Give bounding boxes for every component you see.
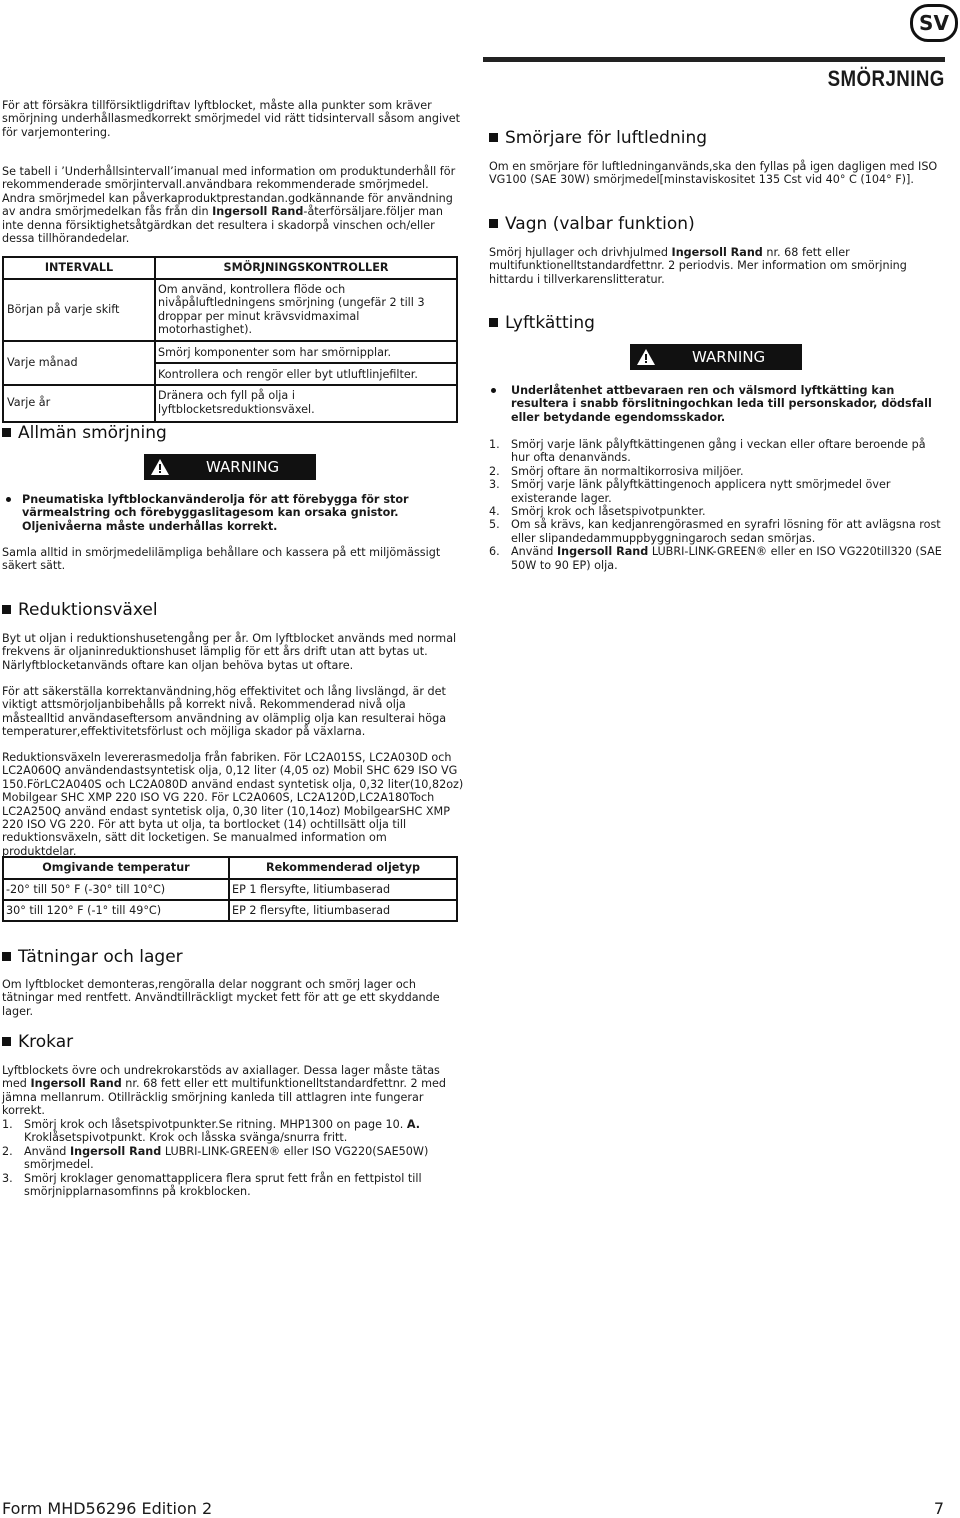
brand-name: Ingersoll Rand (212, 205, 304, 219)
list-item: 6. Använd Ingersoll Rand LUBRI-LINK-GREEN® eller en ISO VG220till320 (SAE 50W to 90 EP) olja. (489, 545, 942, 572)
warning-triangle-icon (636, 344, 656, 370)
header-rule (483, 57, 945, 62)
checks-cell: Om använd, kontrollera flöde och nivåpåluftledningens smörjning (ungefär 2 till 3 droppar per minut krävsvidmaximal motorhastighet). (155, 279, 457, 341)
oil-table-header: Omgivande temperatur (3, 857, 229, 879)
list-item: 2. Smörj oftare än normaltikorrosiva miljöer. (489, 464, 744, 478)
chain-list (489, 438, 947, 572)
gearbox-paragraph-1: Byt ut oljan i reduktionshusetengång per år. Om lyftblocket används med normal frekvens är oljaninreduktionshuset lämplig för ett års drift utan att bytas ut. Närlyftblocketanvänds oftare kan oljan behöva bytas ut oftare. (2, 632, 457, 672)
square-bullet-icon (2, 605, 11, 614)
gearbox-paragraph-2: För att säkerställa korrektanvändning,hög effektivitet och lång livslängd, är det viktigt attsmörjoljanbibehålls på korrekt nivå. Rekommenderad nivå olja måstealltid användaseftersom användning av olämplig olja kan resulterai höga temperaturer,effektivitetsförlust och möjliga skador på växlarna. (2, 685, 447, 739)
chain-bullet: Underlåtenhet attbevaraen ren och välsmord lyftkätting kan resultera i snabb förslitningochkan leda till personskador, dödsfall eller betydande egendomsskador. (489, 384, 947, 424)
checks-header: SMÖRJNINGSKONTROLLER (155, 257, 457, 279)
checks-cell: Smörj komponenter som har smörnipplar. (155, 341, 457, 363)
form-number: Form MHD56296 Edition 2 (2, 1499, 213, 1518)
language-badge: SV (910, 4, 958, 42)
square-bullet-icon (489, 318, 498, 327)
general-text: Samla alltid in smörjmedelilämpliga behållare och kassera på ett miljömässigt säkert sätt. (2, 546, 441, 573)
section-heading-seals: Tätningar och lager (2, 947, 183, 967)
warning-banner (144, 454, 316, 480)
list-item: 2. Använd Ingersoll Rand LUBRI-LINK-GREEN® eller ISO VG220(SAE50W) smörjmedel. (2, 1144, 429, 1172)
oil-table-header: Rekommenderad oljetyp (229, 857, 457, 879)
list-item: 4. Smörj krok och låsetspivotpunkter. (489, 505, 706, 519)
interval-cell: Varje år (3, 385, 155, 422)
oil-table-cell: EP 2 flersyfte, litiumbaserad (229, 900, 457, 921)
bullet-icon (491, 388, 496, 393)
list-item: 3. Smörj kroklager genomattapplicera flera sprut fett från en fettpistol till smörjnipplarnasomfinns på krokblocken. (2, 1171, 422, 1199)
page-title: SMÖRJNING (827, 66, 945, 91)
section-heading-hooks: Krokar (2, 1032, 73, 1052)
interval-table (2, 256, 458, 423)
list-item: 5. Om så krävs, kan kedjanrengörasmed en syrafri lösning för att avlägsna rost eller slipandedammuppbyggningaroch sedan smörjas. (489, 518, 941, 545)
brand-name: Ingersoll Rand (30, 1077, 122, 1091)
checks-cell: Dränera och fyll på olja i lyftblocketsreduktionsväxel. (155, 385, 457, 422)
brand-name: Ingersoll Rand (671, 246, 763, 259)
list-item: 1. Smörj krok och låsetspivotpunkter.Se ritning. MHP1300 on page 10. A. Kroklåsetspivotpunkt. Krok och låsska svänga/snurra fritt. (2, 1118, 421, 1145)
square-bullet-icon (2, 1037, 11, 1046)
seals-paragraph: Om lyftblocket demonteras,rengöralla delar noggrant och smörj lager och tätningar med rentfett. Användtillräckligt mycket fett för att ge ett skyddande lager. (2, 978, 440, 1018)
warning-label: WARNING (692, 348, 766, 366)
list-item: 1. Smörj varje länk pålyftkättingenen gång i veckan eller oftare beroende på hur ofta denanvänds. (489, 438, 926, 465)
trolley-paragraph: Smörj hjullager och drivhjulmed Ingersoll Rand nr. 68 fett eller multifunktionelltstandardfettnr. 2 periodvis. Mer information om smörjning hittardu i tillverkarenslitteratur. (489, 246, 907, 286)
warning-triangle-icon (150, 454, 170, 480)
list-item: 3. Smörj varje länk pålyftkättingenoch applicera nytt smörjmedel över existerande lager. (489, 478, 891, 505)
oil-table-cell: 30° till 120° F (-1° till 49°C) (3, 900, 229, 921)
section-heading-chain: Lyftkätting (489, 313, 595, 333)
gearbox-paragraph-3: Reduktionsväxeln levererasmedolja från fabriken. För LC2A015S, LC2A030D och LC2A060Q användendastsyntetisk olja, 0,12 liter (4,05 oz) Mobil SHC 629 ISO VG 150.FörLC2A040S och LC2A080D använd endast syntetisk olja, 0,32 liter(10,82oz) Mobilgear SHC XMP 220 ISO VG 220. För LC2A060S, LC2A120D,LC2A180Toch LC2A250Q använd endast syntetisk olja, 0,30 liter (10,14oz) MobilgearSHC XMP 220 ISO VG 220. För att byta ut olja, ta bortlocket (14) ochtillsätt olja till reduktionsväxeln, sätt dit locketigen. Se manualmed information om produktdelar. (2, 751, 464, 858)
oil-table-cell: -20° till 50° F (-30° till 10°C) (3, 879, 229, 900)
interval-header: INTERVALL (3, 257, 155, 279)
section-heading-general: Allmän smörjning (2, 423, 167, 443)
warning-label: WARNING (206, 458, 280, 476)
intro-paragraph-1: För att försäkra tillförsiktligdriftav lyftblocket, måste alla punkter som kräver smörjning underhållasmedkorrekt smörjmedel vid rätt tidsintervall såsom angivet för varjemontering. (2, 99, 460, 139)
square-bullet-icon (489, 133, 498, 142)
interval-cell: Varje månad (3, 341, 155, 386)
checks-cell: Kontrollera och rengör eller byt utluftlinjefilter. (155, 363, 457, 385)
airline-paragraph: Om en smörjare för luftledninganvänds,ska den fyllas på igen dagligen med ISO VG100 (SAE 30W) smörjmedel[minstaviskositet 135 Cst vid 40° C (104° F)]. (489, 160, 938, 187)
warning-banner (630, 344, 802, 370)
page-number: 7 (933, 1499, 944, 1518)
hooks-paragraph: Lyftblockets övre och undrekrokarstöds av axiallager. Dessa lager måste tätas med Ingersoll Rand nr. 68 fett eller ett multifunktionelltstandardfettnr. 2 med jämna mellanrum. Otillräcklig smörjning kanleda till attlagren inte fungerar korrekt. (2, 1064, 447, 1118)
section-heading-airline: Smörjare för luftledning (489, 128, 707, 148)
square-bullet-icon (2, 428, 11, 437)
hooks-list (2, 1118, 464, 1198)
oil-table (2, 856, 458, 922)
section-heading-gearbox: Reduktionsväxel (2, 600, 158, 620)
general-bullet: Pneumatiska lyftblockanvänderolja för att förebygga för stor värmealstring och förebyggaslitagesom kan orsaka gnistor. Oljenivåerna måste underhållas korrekt. (2, 493, 462, 533)
intro-paragraph-2: Se tabell i ’Underhållsintervall’imanual med information om produktunderhåll för rekommenderade smörjintervall.användbara rekommenderade smörjmedel. Andra smörjmedel kan påverkaproduktprestandan.godkännande för användning av andra smörjmedelkan fås från din Ingersoll Rand-återförsäljare.följer man inte denna försiktighetsåtgärdkan det resultera i skadorpå vinschen och/eller dessa tillhörandedelar. (2, 165, 456, 246)
square-bullet-icon (2, 952, 11, 961)
interval-cell: Början på varje skift (3, 279, 155, 341)
section-heading-trolley: Vagn (valbar funktion) (489, 214, 695, 234)
oil-table-cell: EP 1 flersyfte, litiumbaserad (229, 879, 457, 900)
square-bullet-icon (489, 219, 498, 228)
bullet-icon (6, 497, 11, 502)
